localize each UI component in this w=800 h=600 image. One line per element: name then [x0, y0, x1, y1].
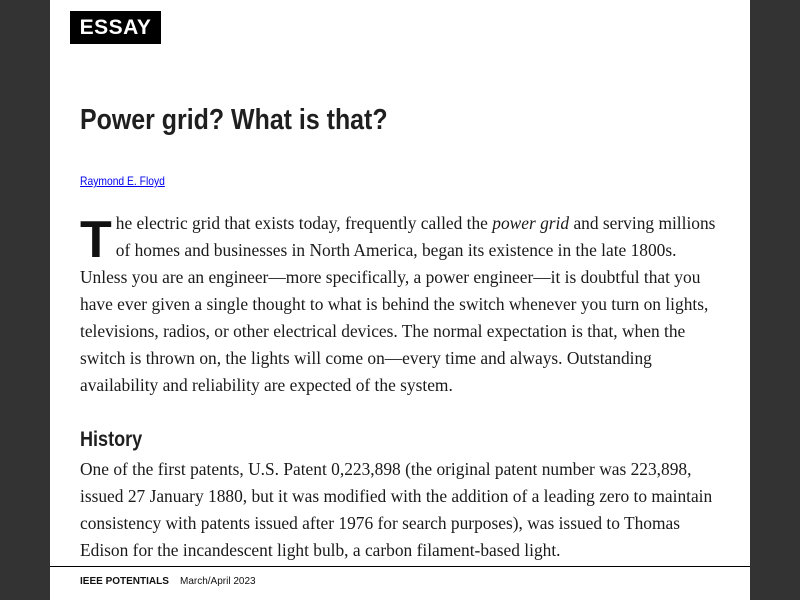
section-badge: ESSAY: [70, 11, 161, 44]
history-heading: History: [80, 428, 143, 451]
history-paragraph: One of the first patents, U.S. Patent 0,223,898 (the original patent number was 223,898, issued 27 January 1880, but it was modified with the addition of a leading zero to maintain consistency with patents issued after 1976 for search purposes), was issued to Thomas Edison for the incandescent light bulb, a carbon filament-based light.: [80, 459, 713, 560]
page-footer: [50, 566, 750, 600]
intro-text-end: and serving millions of homes and businesses in North America, began its existence in the late 1800s. Unless you are an engineer—more specifically, a power engineer—it is doubtful that you have ever given a single thought to what is behind the switch whenever you turn on lights, televisions, radios, or other electrical devices. The normal expectation is that, when the switch is thrown on, the lights will come on—every time and always. Outstanding availability and reliability are expected of the system.: [80, 213, 716, 395]
article-page: [50, 0, 750, 600]
footer-publication: IEEE POTENTIALS: [80, 576, 169, 587]
author-link[interactable]: Raymond E. Floyd: [80, 174, 165, 188]
intro-italic-term: power grid: [492, 213, 570, 233]
intro-text-start: he electric grid that exists today, frequently called the: [115, 213, 493, 233]
footer-date: March/April 2023: [180, 576, 256, 587]
intro-paragraph: [80, 210, 720, 399]
article-title: Power grid? What is that?: [80, 104, 388, 136]
drop-cap: T: [80, 211, 112, 269]
